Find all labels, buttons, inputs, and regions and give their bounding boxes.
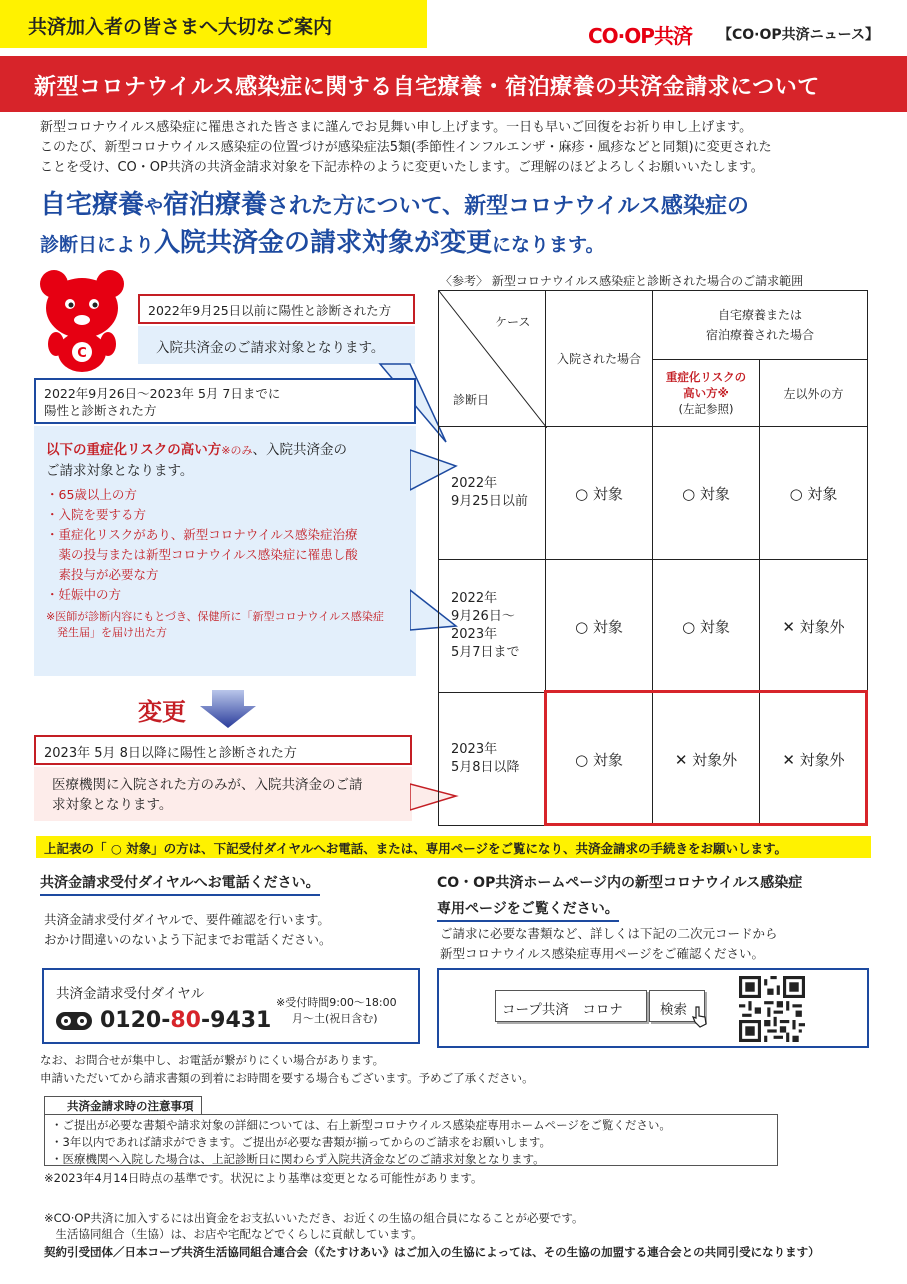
- risk-item-medication-1: ・重症化リスクがあり、新型コロナウイルス感染症治療: [46, 527, 358, 542]
- row3-other: ✕ 対象外: [759, 692, 868, 826]
- phone-box: [42, 968, 420, 1044]
- row1-other: ○ 対象: [759, 426, 868, 560]
- phone-number-c: -9431: [201, 1008, 272, 1033]
- row1-date-line-2: 9月25日以前: [451, 494, 528, 509]
- risk-item-medication-3: 素投与が必要な方: [46, 567, 159, 582]
- risk-item-pregnant: ・妊娠中の方: [46, 587, 122, 602]
- headline-ya: や: [144, 196, 164, 218]
- box2-lead-red: 以下の重症化リスクの高い方: [46, 442, 222, 458]
- phone-hours-2: 月～土(祝日含む): [292, 1012, 378, 1025]
- box2-lead-mark: ※のみ: [221, 444, 253, 457]
- coverage-table: [438, 290, 868, 826]
- web-desc-1: ご請求に必要な書類など、詳しくは下記の二次元コードから: [440, 926, 778, 941]
- box-after-may8-body: [34, 767, 412, 821]
- intro-line-2: このたび、新型コロナウイルス感染症の位置づけが感染症法5類(季節性インフルエンザ・麻疹・風疹などと同類)に変更された: [40, 140, 772, 155]
- table-corner: [438, 290, 546, 427]
- row2-date-line-4: 5月7日まで: [451, 645, 520, 660]
- col-header-risk: [652, 359, 760, 427]
- risk-note-1: ※医師が診断内容にもとづき、保健所に「新型コロナウイルス感染症: [46, 610, 384, 623]
- web-box: [437, 968, 869, 1048]
- row2-date-line-1: 2022年: [451, 591, 498, 606]
- row3-risk: ✕ 対象外: [652, 692, 760, 826]
- phone-hours-1: ※受付時間9:00～18:00: [276, 996, 397, 1009]
- col-risk-line-3: (左記参照): [678, 402, 734, 416]
- headline-text: された方について、新型コロナウイルス感染症の: [267, 194, 749, 219]
- footer-line-1: ※CO·OP共済に加入するには出資金をお支払いいただき、お近くの生協の組合員になることが必要です。: [44, 1211, 584, 1225]
- after-line-2: 申請いただいてから請求書類の到着にお時間を要する場合もございます。予めご了承ください。: [40, 1071, 534, 1085]
- top-tag: 共済加入者の皆さまへ大切なご案内: [0, 0, 427, 48]
- note-item-2: ・3年以内であれば請求ができます。ご提出が必要な書類が揃ってからのご請求をお願いします。: [51, 1135, 551, 1149]
- phone-number-a: 0120-: [100, 1008, 171, 1033]
- phone-box-label: 共済金請求受付ダイヤル: [56, 986, 205, 1002]
- risk-note-2: 発生届」を届け出た方: [46, 626, 167, 639]
- instruction-band: 上記表の「 ○ 対象」の方は、下記受付ダイヤルへお電話、または、専用ページをご覧になり、共済金請求の手続きをお願いします。: [36, 836, 871, 858]
- risk-item-medication-2: 薬の投与または新型コロナウイルス感染症に罹患し酸: [46, 547, 358, 562]
- headline-line-1: [40, 184, 749, 221]
- qr-code-icon[interactable]: [739, 976, 805, 1042]
- box2-lead-rest: 、入院共済金の: [252, 442, 347, 458]
- free-dial-icon: [56, 1010, 96, 1034]
- col-header-inpatient: 入院された場合: [545, 290, 653, 427]
- news-label: 【CO·OP共済ニュース】: [718, 27, 879, 43]
- headline-line-2: [40, 222, 605, 259]
- notes-box: [44, 1114, 778, 1166]
- box3-body-2: 求対象となります。: [52, 797, 173, 813]
- table-caption: 〈参考〉 新型コロナウイルス感染症と診断された場合のご請求範囲: [440, 274, 804, 288]
- box3-body-1: 医療機関に入院された方のみが、入院共済金のご請: [52, 777, 363, 793]
- box-before-sep25-title: 2022年9月25日以前に陽性と診断された方: [138, 294, 415, 324]
- notes-basis: ※2023年4月14日時点の基準です。状況により基準は変更となる可能性があります。: [44, 1171, 483, 1185]
- headline-end: になります。: [492, 234, 605, 256]
- box-before-sep25-body: 入院共済金のご請求対象となります。: [138, 326, 415, 364]
- row2-date: [438, 559, 546, 693]
- search-button[interactable]: 検索: [649, 990, 705, 1022]
- box-sep26-may7-body: [34, 426, 416, 676]
- col-risk-line-2: 高い方※: [683, 386, 729, 400]
- web-heading-2: 専用ページをご覧ください。: [437, 898, 619, 922]
- col-risk-line-1: 重症化リスクの: [665, 370, 747, 384]
- row2-inpatient: ○ 対象: [545, 559, 653, 693]
- row3-date: [438, 692, 546, 826]
- headline-lodging: 宿泊療養: [163, 190, 268, 220]
- svg-text:C: C: [77, 346, 87, 361]
- mascot-bear-icon: [34, 264, 130, 374]
- row2-date-line-3: 2023年: [451, 627, 498, 642]
- col-home-line-1: 自宅療養または: [717, 308, 802, 322]
- cursor-hand-icon: [691, 1006, 709, 1028]
- web-desc-2: 新型コロナウイルス感染症専用ページをご確認ください。: [440, 946, 765, 961]
- box-sep26-may7-title: [34, 378, 416, 424]
- intro-line-1: 新型コロナウイルス感染症に罹患された皆さまに謹んでお見舞い申し上げます。一日も早いご回復をお祈り申し上げます。: [40, 120, 753, 135]
- row1-inpatient: ○ 対象: [545, 426, 653, 560]
- footer-line-2: 生活協同組合（生協）は、お店や宅配などでくらしに貢献しています。: [44, 1227, 423, 1241]
- change-highlight-frame: [544, 690, 868, 826]
- footer-line-3: 契約引受団体／日本コープ共済生活協同組合連合会（《たすけあい》はご加入の生協によっては、その生協の加盟する連合会との共同引受になります）: [44, 1245, 820, 1259]
- web-heading-1: CO・OP共済ホームページ内の新型コロナウイルス感染症: [437, 875, 803, 891]
- phone-desc-1: 共済金請求受付ダイヤルで、要件確認を行います。: [44, 912, 330, 927]
- page-title: 新型コロナウイルス感染症に関する自宅療養・宿泊療養の共済金請求について: [0, 56, 907, 112]
- row2-date-line-2: 9月26日～: [451, 609, 515, 624]
- box2-title-line-2: 陽性と診断された方: [44, 403, 157, 418]
- box-after-may8-title: 2023年 5月 8日以降に陽性と診断された方: [34, 735, 412, 765]
- box2-title-line-1: 2022年9月26日～2023年 5月 7日までに: [44, 386, 281, 401]
- risk-item-hospital: ・入院を要する方: [46, 507, 147, 522]
- search-input[interactable]: コープ共済 コロナ: [495, 990, 647, 1022]
- phone-heading: 共済金請求受付ダイヤルへお電話ください。: [40, 872, 320, 896]
- row2-other: ✕ 対象外: [759, 559, 868, 693]
- row1-risk: ○ 対象: [652, 426, 760, 560]
- headline-home: 自宅療養: [40, 190, 145, 220]
- after-line-1: なお、お問合せが集中し、お電話が繋がりにくい場合があります。: [40, 1053, 385, 1067]
- headline-date: 診断日により: [40, 234, 155, 256]
- box2-lead: [46, 440, 406, 461]
- col-header-home: [652, 290, 868, 360]
- phone-desc-2: おかけ間違いのないよう下記までお電話ください。: [44, 932, 332, 947]
- change-label: 変更: [138, 698, 186, 726]
- notes-title: 共済金請求時の注意事項: [44, 1096, 202, 1114]
- col-header-other: 左以外の方: [759, 359, 868, 427]
- intro-line-3: ことを受け、CO・OP共済の共済金請求対象を下記赤枠のように変更いたします。ご理解のほどよろしくお願いいたします。: [40, 160, 764, 175]
- note-item-3: ・医療機関へ入院した場合は、上記診断日に関わらず入院共済金などのご請求対象となります。: [51, 1152, 545, 1166]
- arrow-down-icon: [198, 690, 258, 728]
- row3-date-line-1: 2023年: [451, 742, 498, 757]
- risk-item-age: ・65歳以上の方: [46, 487, 137, 502]
- phone-number[interactable]: [100, 1008, 271, 1033]
- col-home-line-2: 宿泊療養された場合: [705, 328, 814, 342]
- coop-logo: CO·OP共済: [588, 24, 692, 48]
- box2-lead-2: ご請求対象となります。: [46, 463, 194, 479]
- row2-risk: ○ 対象: [652, 559, 760, 693]
- corner-date-label: 診断日: [453, 393, 490, 407]
- note-item-1: ・ご提出が必要な書類や請求対象の詳細については、右上新型コロナウイルス感染症専用ホームページをご覧ください。: [51, 1118, 671, 1132]
- row1-date: [438, 426, 546, 560]
- phone-number-b: 80: [170, 1008, 201, 1033]
- row3-inpatient: ○ 対象: [545, 692, 653, 826]
- headline-change: 入院共済金の請求対象が変更: [154, 228, 493, 258]
- row3-date-line-2: 5月8日以降: [451, 760, 520, 775]
- row1-date-line-1: 2022年: [451, 476, 498, 491]
- corner-case-label: ケース: [495, 315, 531, 329]
